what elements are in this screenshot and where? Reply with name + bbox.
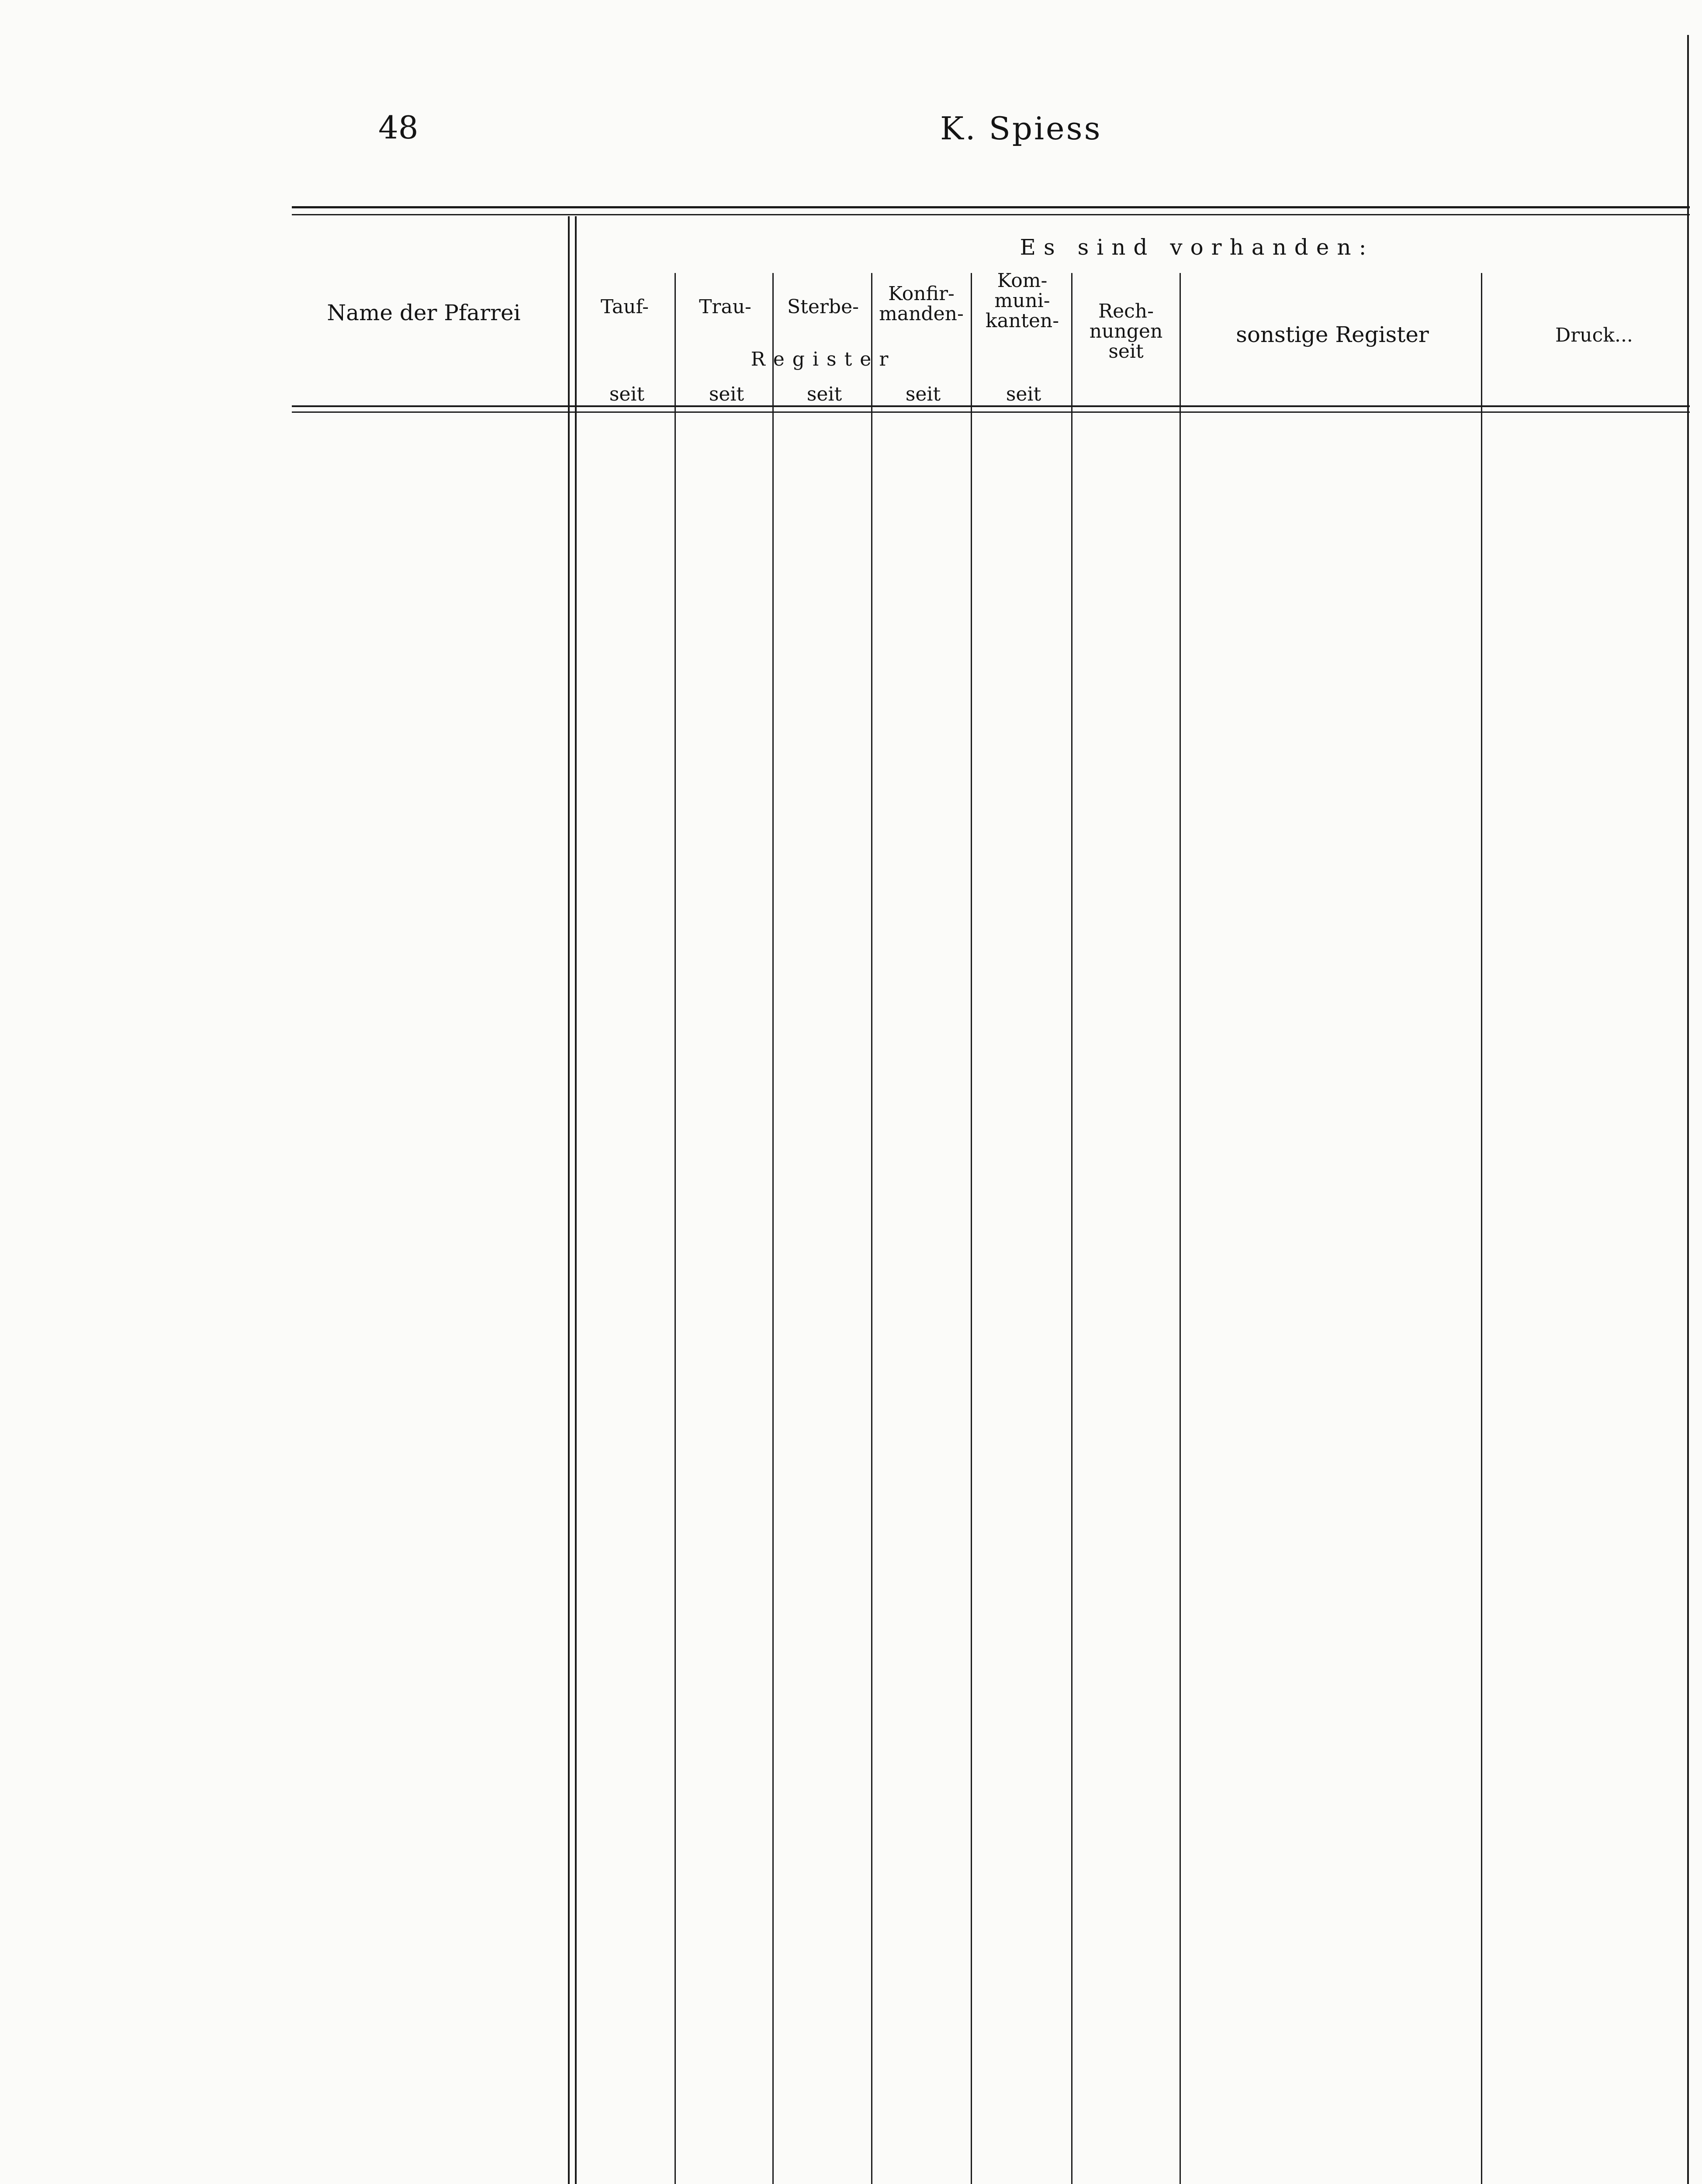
column-header-kommun: Kom- muni- kanten- [985,270,1059,332]
seit-label: seit [709,383,744,405]
column-header-tauf: Tauf- [600,296,649,318]
column-header-rech: Rech- nungen seit [1089,300,1163,363]
column-group-title: Es sind vorhanden: [1020,235,1374,260]
seit-label: seit [1006,383,1041,405]
seit-label: seit [905,383,941,405]
seit-label: seit [806,383,842,405]
running-title: K. Spiess [940,110,1102,147]
seit-label: seit [609,383,645,405]
column-header-sonstige: sonstige Register [1236,322,1429,347]
column-header-register: Register [751,348,896,370]
column-header-trau: Trau- [699,296,751,318]
column-header-druck: Druck... [1555,324,1633,346]
page-number: 48 [378,109,419,146]
column-header-konfir: Konfir- manden- [879,283,964,325]
column-header-name: Name der Pfarrei [327,300,521,325]
column-header-sterbe: Sterbe- [787,296,859,318]
